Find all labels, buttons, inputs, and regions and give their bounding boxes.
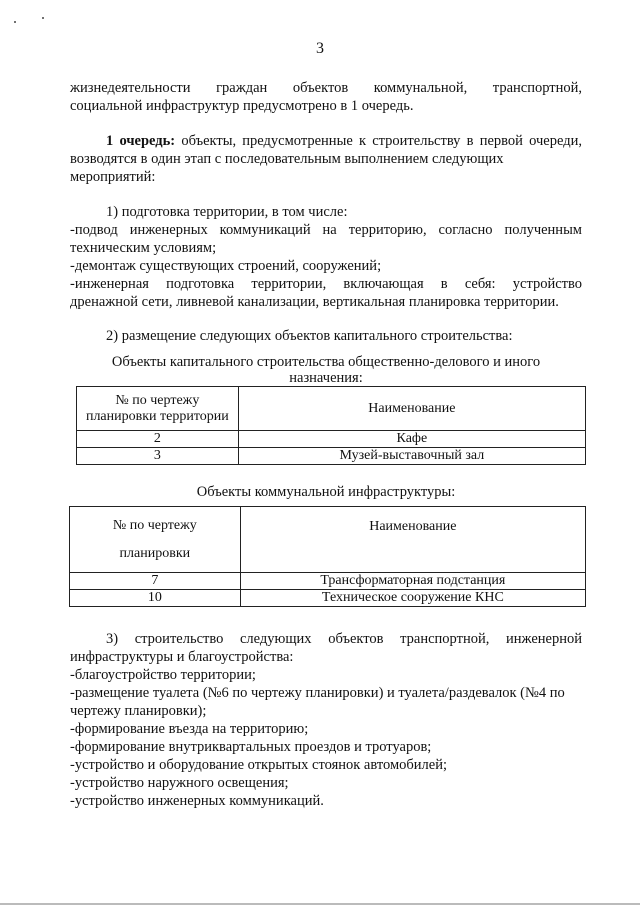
row-name: Трансформаторная подстанция bbox=[240, 573, 585, 590]
item1-line-1: -подвод инженерных коммуникаций на территорию, согласно полученным bbox=[70, 222, 582, 238]
table1-caption-line-1: Объекты капитального строительства общественно-делового и иного bbox=[111, 354, 541, 370]
item1-heading: 1) подготовка территории, в том числе: bbox=[106, 204, 348, 220]
item1-line-5: дренажной сети, ливневой канализации, вертикальная планировка территории. bbox=[70, 294, 559, 310]
header-name: Наименование bbox=[238, 387, 585, 431]
stage1-line-2: возводятся в один этап с последовательным выполнением следующих bbox=[70, 151, 504, 167]
row-number: 7 bbox=[70, 573, 241, 590]
item3-line-1: 3) строительство следующих объектов транспортной, инженерной bbox=[106, 631, 582, 647]
row-number: 3 bbox=[77, 448, 239, 465]
intro-line-1: жизнедеятельности граждан объектов коммунальной, транспортной, bbox=[70, 80, 582, 96]
stage1-label: 1 очередь: bbox=[106, 133, 176, 149]
item3-bullet: -устройство и оборудование открытых стоянок автомобилей; bbox=[70, 757, 447, 773]
stage1-text: объекты, предусмотренные к строительству в первой очереди, bbox=[175, 133, 582, 149]
row-name: Кафе bbox=[238, 431, 585, 448]
item1-line-2: техническим условиям; bbox=[70, 240, 217, 256]
item3-bullet: -размещение туалета (№6 по чертежу планировки) и туалета/раздевалок (№4 по bbox=[70, 685, 565, 701]
header-drawing-number bbox=[70, 507, 241, 573]
scan-speck bbox=[42, 17, 44, 19]
header-drawing-number-line-2: планировки территории bbox=[85, 408, 229, 424]
header-name: Наименование bbox=[240, 507, 585, 573]
header-drawing-number-line-2: планировки bbox=[119, 545, 191, 561]
table-row bbox=[77, 431, 586, 448]
header-drawing-number bbox=[77, 387, 239, 431]
item3-bullet: -формирование въезда на территорию; bbox=[70, 721, 309, 737]
row-number: 10 bbox=[70, 590, 241, 607]
item3-bullet: чертежу планировки); bbox=[70, 703, 207, 719]
item3-bullet: -формирование внутриквартальных проездов и тротуаров; bbox=[70, 739, 432, 755]
table-row bbox=[70, 590, 586, 607]
item1-line-4: -инженерная подготовка территории, включающая в себя: устройство bbox=[70, 276, 582, 292]
item3-bullet: -устройство инженерных коммуникаций. bbox=[70, 793, 324, 809]
table-row bbox=[77, 448, 586, 465]
header-drawing-number-line-1: № по чертежу bbox=[115, 392, 200, 408]
row-number: 2 bbox=[77, 431, 239, 448]
page-number: 3 bbox=[316, 40, 324, 57]
capital-objects-table bbox=[76, 386, 586, 465]
table1-caption-line-2: назначения: bbox=[289, 370, 363, 386]
row-name: Музей-выставочный зал bbox=[238, 448, 585, 465]
stage1-line-3: мероприятий: bbox=[70, 169, 156, 185]
scan-speck bbox=[14, 21, 16, 23]
intro-line-2: социальной инфраструктур предусмотрено в 1 очередь. bbox=[70, 98, 414, 114]
utility-objects-table bbox=[69, 506, 586, 607]
table-header-row bbox=[77, 387, 586, 431]
table-header-row bbox=[70, 507, 586, 573]
table-row bbox=[70, 573, 586, 590]
stage1-line-1 bbox=[106, 132, 582, 150]
item3-bullet: -благоустройство территории; bbox=[70, 667, 256, 683]
item1-line-3: -демонтаж существующих строений, сооружений; bbox=[70, 258, 382, 274]
row-name: Техническое сооружение КНС bbox=[240, 590, 585, 607]
item3-bullet: -устройство наружного освещения; bbox=[70, 775, 289, 791]
item3-line-2: инфраструктуры и благоустройства: bbox=[70, 649, 294, 665]
header-drawing-number-line-1: № по чертежу bbox=[112, 517, 197, 533]
table2-caption: Объекты коммунальной инфраструктуры: bbox=[196, 484, 456, 500]
item2-heading: 2) размещение следующих объектов капитального строительства: bbox=[106, 328, 513, 344]
